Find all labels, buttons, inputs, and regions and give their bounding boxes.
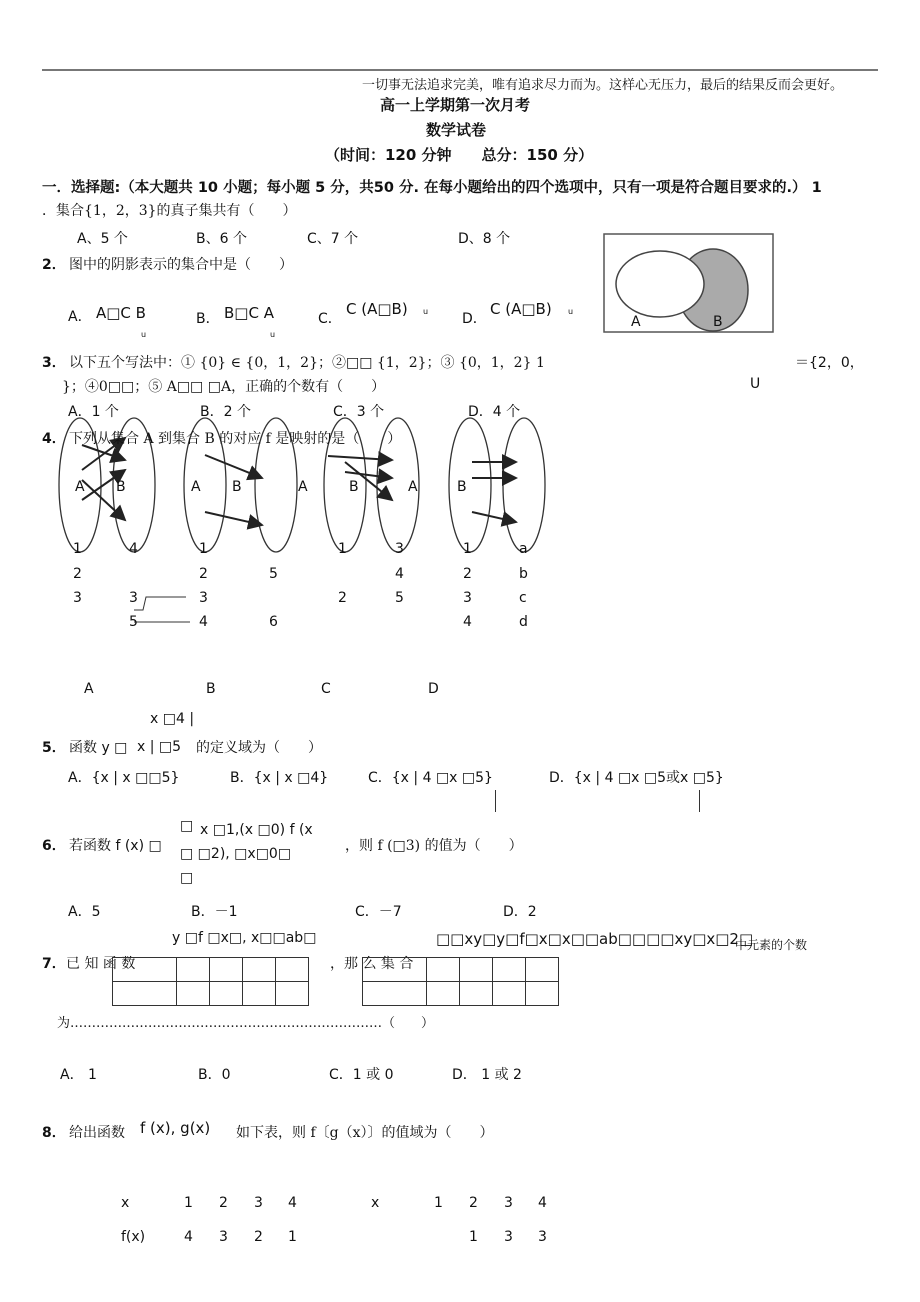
g-table-cell: 1 <box>469 1229 478 1245</box>
q6-pre: 若函数 f (x) □ <box>69 838 162 854</box>
f-table-cell: f(x) <box>121 1229 146 1245</box>
q8-stem-math: f (x), g(x) <box>140 1119 211 1137</box>
diagram-c-element: 3 <box>395 541 404 557</box>
diagram-b-element: 1 <box>199 541 208 557</box>
f-table-cell: 4 <box>184 1229 193 1245</box>
g-table-cell: 3 <box>504 1195 513 1211</box>
stray-bar <box>699 790 700 812</box>
q2-option-a-math: A□C B <box>96 304 146 322</box>
diagram-d-set-label: B <box>457 479 467 495</box>
q3-option-b[interactable]: B．2 个 <box>200 404 251 420</box>
q4-option-c[interactable]: C <box>321 681 331 697</box>
q2-option-d[interactable]: D． <box>462 311 487 327</box>
q3-universal-u: U <box>750 376 761 392</box>
diagram-d-element: a <box>519 541 528 557</box>
complement-subscript: u <box>568 307 574 316</box>
diagram-c-set-label: A <box>298 479 308 495</box>
f-table-cell: 1 <box>184 1195 193 1211</box>
q6-brace-bottom: □ <box>180 870 194 886</box>
q6-case2: □ □2), □x□0□ <box>180 846 292 862</box>
diagram-a-element: 5 <box>129 614 138 630</box>
diagram-d-element: 2 <box>463 566 472 582</box>
complement-subscript: u <box>423 307 429 316</box>
q3-number: 3． <box>42 355 66 371</box>
stray-bar <box>495 790 496 812</box>
diagram-a-element: 1 <box>73 541 82 557</box>
q2-option-b[interactable]: B． <box>196 311 220 327</box>
q2-option-b-math: B□C A <box>224 304 274 322</box>
q7-option-a[interactable]: A． 1 <box>60 1067 97 1083</box>
q7-set: □□xy□y□f□x□x□□ab□□□□xy□x□2□ <box>436 930 754 948</box>
q6-option-a[interactable]: A．5 <box>68 904 101 920</box>
diagram-a-element: 2 <box>73 566 82 582</box>
f-table-cell: 2 <box>254 1229 263 1245</box>
diagram-c-element: 1 <box>338 541 347 557</box>
q5-option-c[interactable]: C．{x | 4 □x □5} <box>368 770 493 786</box>
q5-option-d[interactable]: D．{x | 4 □x □5或x □5} <box>549 770 724 786</box>
q6-number: 6． <box>42 838 66 854</box>
q4-number: 4． <box>42 431 66 447</box>
q7-number: 7． <box>42 956 66 972</box>
q8-number: 8． <box>42 1125 66 1141</box>
q6-brace-top: □ <box>180 818 194 834</box>
q4-stem: 下列从集合 A 到集合 B 的对应 f 是映射的是（ ） <box>69 431 402 447</box>
diagram-a-element: 3 <box>73 590 82 606</box>
q6-case1: x □1,(x □0) f (x <box>200 822 313 838</box>
q1-option-a[interactable]: A、5 个 <box>77 231 128 247</box>
exam-info: （时间：120 分钟 总分：150 分） <box>325 146 594 164</box>
f-table-cell: 2 <box>219 1195 228 1211</box>
g-table-cell: 4 <box>538 1195 547 1211</box>
q7-pre: 已 知 函 数 <box>66 956 136 972</box>
q1-stem: ．集合{1，2，3}的真子集共有（ ） <box>42 203 297 219</box>
q3-option-c[interactable]: C．3 个 <box>333 404 385 420</box>
q6-option-d[interactable]: D．2 <box>503 904 537 920</box>
diagram-d-element: 3 <box>463 590 472 606</box>
q8-stem-post: 如下表，则 f〔g（x）〕的值域为（ ） <box>236 1125 494 1141</box>
g-table-cell: 2 <box>469 1195 478 1211</box>
q5-option-b[interactable]: B．{x | x □4} <box>230 770 329 786</box>
diagram-d-element: c <box>519 590 527 606</box>
q4-option-a[interactable]: A <box>84 681 94 697</box>
q1-option-c[interactable]: C、7 个 <box>307 231 359 247</box>
q8-stem-pre: 给出函数 <box>69 1125 125 1141</box>
venn-label-a: A <box>631 314 641 330</box>
q6-option-b[interactable]: B．－1 <box>191 904 238 920</box>
q5-pre: 函数 y □ <box>69 740 128 756</box>
g-table-cell: 1 <box>434 1195 443 1211</box>
diagram-b-element: 3 <box>199 590 208 606</box>
diagram-b-set-label: B <box>232 479 242 495</box>
diagram-a-set-label: A <box>75 479 85 495</box>
q3-line1: 以下五个写法中：① {0} ∈ {0，1，2}；②□□ {1，2}；③ {0，1，2} 1 <box>69 355 545 371</box>
diagram-b-element: 4 <box>199 614 208 630</box>
q7-option-b[interactable]: B．0 <box>198 1067 231 1083</box>
q2-stem: 图中的阴影表示的集合中是（ ） <box>69 257 293 273</box>
diagram-c-element: 2 <box>338 590 347 606</box>
q5-fraction-top: x □4 | <box>150 711 195 727</box>
section-heading: 一．选择题:（本大题共 10 小题；每小题 5 分，共50 分. 在每小题给出的四个选项中，只有一项是符合题目要求的.） 1 <box>42 180 822 196</box>
g-table-cell: 3 <box>538 1229 547 1245</box>
diagram-c-set-label: B <box>349 479 359 495</box>
header-motto: 一切事无法追求完美，唯有追求尽力而为。这样心无压力，最后的结果反而会更好。 <box>362 78 844 93</box>
exam-title: 高一上学期第一次月考 <box>380 96 531 114</box>
diagram-d-element: 4 <box>463 614 472 630</box>
q7-mid: ，那 么 集 合 <box>330 956 414 972</box>
complement-subscript: u <box>141 330 147 339</box>
q4-option-b[interactable]: B <box>206 681 216 697</box>
f-table-cell: 3 <box>219 1229 228 1245</box>
diagram-c-element: 5 <box>395 590 404 606</box>
f-table-cell: 3 <box>254 1195 263 1211</box>
diagram-a-element: 4 <box>129 541 138 557</box>
diagram-b-element: 5 <box>269 566 278 582</box>
q7-post: 中元素的个数 <box>735 938 808 952</box>
q6-option-c[interactable]: C．－7 <box>355 904 402 920</box>
diagram-d-element: b <box>519 566 528 582</box>
g-table-cell: 3 <box>504 1229 513 1245</box>
f-table-cell: x <box>121 1195 130 1211</box>
q1-option-b[interactable]: B、6 个 <box>196 231 247 247</box>
g-table-cell: x <box>371 1195 380 1211</box>
diagram-b-set-label: A <box>191 479 201 495</box>
q6-post: ，则 f (□3) 的值为（ ） <box>345 838 523 854</box>
q3-line1-right: ＝{2，0， <box>795 355 864 371</box>
q2-number: 2． <box>42 257 66 273</box>
f-table-cell: 1 <box>288 1229 297 1245</box>
q7-option-d[interactable]: D． 1 或 2 <box>452 1067 522 1083</box>
diagram-c-element: 4 <box>395 566 404 582</box>
diagram-b-element: 6 <box>269 614 278 630</box>
q2-option-a[interactable]: A． <box>68 309 92 325</box>
q7-blank-table-left <box>112 957 309 1006</box>
q7-blank-table-right <box>362 957 559 1006</box>
q5-number: 5． <box>42 740 66 756</box>
diagram-d-element: 1 <box>463 541 472 557</box>
q4-option-d[interactable]: D <box>428 681 439 697</box>
complement-subscript: u <box>270 330 276 339</box>
diagram-c-set-label: A <box>408 479 418 495</box>
f-table-cell: 4 <box>288 1195 297 1211</box>
venn-label-b: B <box>713 314 723 330</box>
diagram-d-element: d <box>519 614 528 630</box>
q5-post: 的定义域为（ ） <box>196 740 322 756</box>
q7-option-c[interactable]: C．1 或 0 <box>329 1067 394 1083</box>
q7-line2: 为………………………………………………………………（ ） <box>57 1016 435 1031</box>
q5-option-a[interactable]: A．{x | x □□5} <box>68 770 180 786</box>
exam-subtitle: 数学试卷 <box>426 121 487 139</box>
q3-option-a[interactable]: A．1 个 <box>68 404 119 420</box>
q2-option-d-math: C (A□B) <box>490 300 552 318</box>
diagram-a-element: 3 <box>129 590 138 606</box>
q2-option-c-math: C (A□B) <box>346 300 408 318</box>
q5-fraction-bottom: x | □5 <box>137 739 182 755</box>
diagram-a-set-label: B <box>116 479 126 495</box>
q2-option-c[interactable]: C． <box>318 311 342 327</box>
q3-option-d[interactable]: D．4 个 <box>468 404 521 420</box>
q7-function: y □f □x□, x□□ab□ <box>172 930 317 946</box>
q3-line2: }；④0□□；⑤ A□□ □A，正确的个数有（ ） <box>62 379 386 395</box>
diagram-b-element: 2 <box>199 566 208 582</box>
q1-option-d[interactable]: D、8 个 <box>458 231 511 247</box>
